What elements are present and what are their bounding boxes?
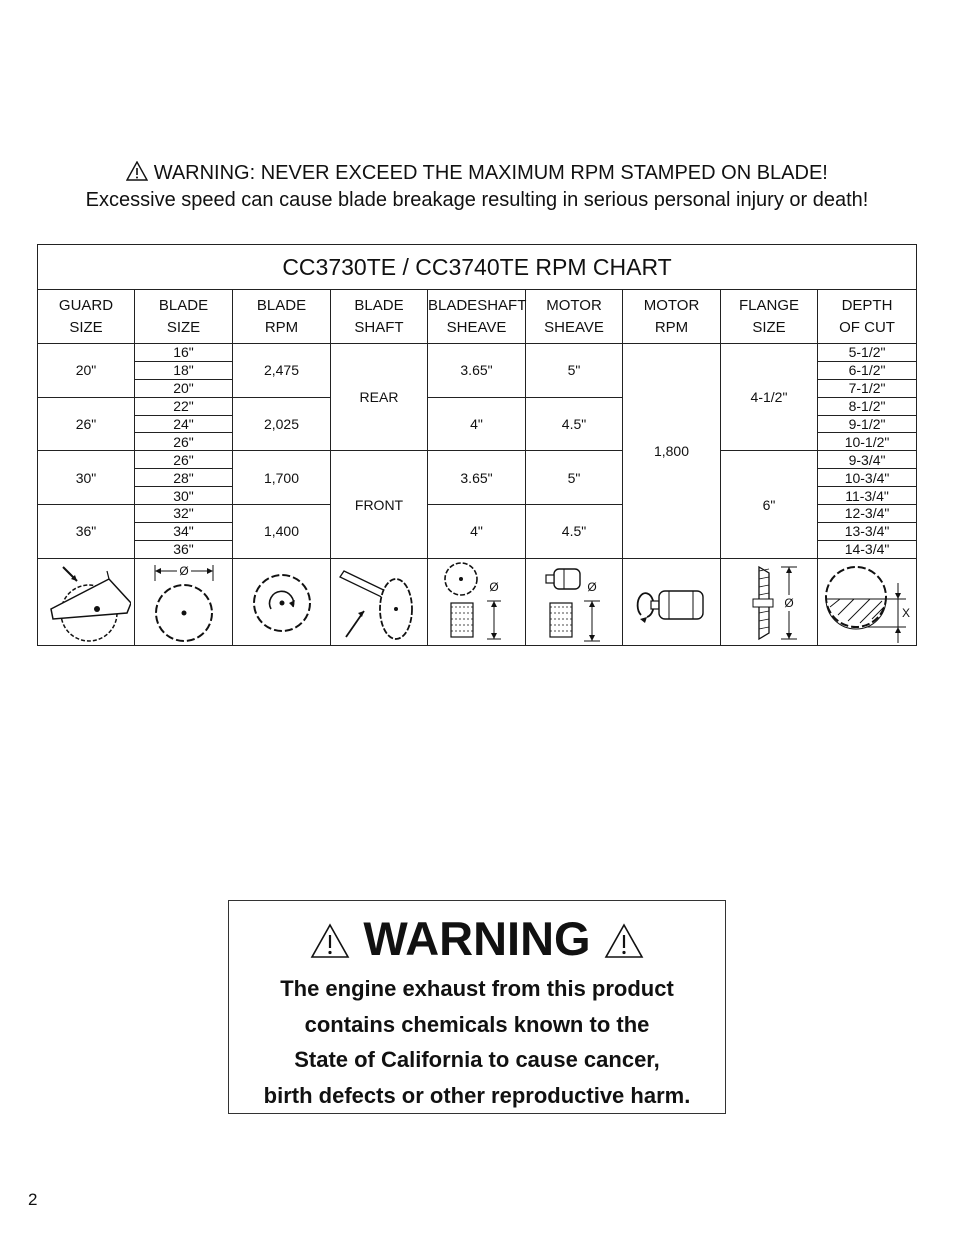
depth-cell: 9-1/2" bbox=[818, 415, 917, 433]
depth-cell: 9-3/4" bbox=[818, 451, 917, 469]
blade-rpm-cell: 2,025 bbox=[233, 397, 331, 451]
blade-size-icon-cell bbox=[135, 558, 233, 645]
top-warning-line2: Excessive speed can cause blade breakage resulting in serious personal injury or death! bbox=[85, 189, 869, 211]
blade-size-cell: 16" bbox=[135, 344, 233, 362]
motor-rotation-icon bbox=[627, 561, 717, 643]
svg-text:X: X bbox=[902, 605, 911, 620]
warning-line: contains chemicals known to the bbox=[304, 1011, 650, 1037]
warning-triangle-icon bbox=[126, 161, 148, 181]
guard-size-cell: 26" bbox=[38, 397, 135, 451]
header-row bbox=[38, 290, 917, 344]
blade-size-cell: 26" bbox=[135, 433, 233, 451]
header-blade-rpm: BLADE RPM bbox=[233, 290, 331, 344]
header-bladeshaft-sheave: BLADESHAFT SHEAVE bbox=[428, 290, 526, 344]
blade-rpm-cell: 1,400 bbox=[233, 505, 331, 559]
header-guard-size: GUARD SIZE bbox=[38, 290, 135, 344]
blade-guard-icon bbox=[41, 561, 131, 643]
blade-size-cell: 34" bbox=[135, 522, 233, 540]
page-number: 2 bbox=[28, 1190, 38, 1209]
blade-rotation-icon bbox=[247, 561, 317, 643]
top-warning-text-1: WARNING: NEVER EXCEED THE MAXIMUM RPM STAMPED ON BLADE! bbox=[153, 162, 828, 184]
warning-body bbox=[229, 971, 725, 1113]
motor-sheave-cell: 4.5" bbox=[526, 505, 623, 559]
blade-rpm-icon-cell bbox=[233, 558, 331, 645]
blade-shaft-icon-cell bbox=[331, 558, 428, 645]
warning-line: The engine exhaust from this product bbox=[280, 976, 674, 1001]
svg-text:Ø: Ø bbox=[587, 579, 597, 594]
depth-cell: 5-1/2" bbox=[818, 344, 917, 362]
warning-title: WARNING bbox=[363, 912, 591, 965]
blade-size-cell: 32" bbox=[135, 505, 233, 523]
header-blade-shaft: BLADE SHAFT bbox=[331, 290, 428, 344]
guard-size-cell: 36" bbox=[38, 505, 135, 559]
header-depth-of-cut: DEPTH OF CUT bbox=[818, 290, 917, 344]
flange-icon-cell bbox=[721, 558, 818, 645]
table-row bbox=[38, 451, 917, 469]
motor-sheave-cell: 4.5" bbox=[526, 397, 623, 451]
blade-size-cell: 18" bbox=[135, 361, 233, 379]
flange-size-cell: 6" bbox=[721, 451, 818, 558]
depth-cell: 14-3/4" bbox=[818, 540, 917, 558]
guard-icon-cell bbox=[38, 558, 135, 645]
chart-title: CC3730TE / CC3740TE RPM CHART bbox=[38, 245, 917, 290]
bladeshaft-sheave-cell: 4" bbox=[428, 505, 526, 559]
motor-sheave-icon bbox=[534, 561, 614, 643]
warning-heading bbox=[229, 913, 725, 965]
blade-size-cell: 28" bbox=[135, 469, 233, 487]
bladeshaft-sheave-cell: 3.65" bbox=[428, 344, 526, 398]
motor-rpm-icon-cell bbox=[623, 558, 721, 645]
bladeshaft-sheave-icon-cell bbox=[428, 558, 526, 645]
blade-size-cell: 26" bbox=[135, 451, 233, 469]
warning-triangle-icon bbox=[604, 923, 644, 959]
header-blade-size: BLADE SIZE bbox=[135, 290, 233, 344]
flange-icon bbox=[729, 561, 809, 643]
blade-size-cell: 20" bbox=[135, 379, 233, 397]
guard-size-cell: 30" bbox=[38, 451, 135, 505]
blade-size-cell: 36" bbox=[135, 540, 233, 558]
depth-icon-cell bbox=[818, 558, 917, 645]
motor-rpm-cell: 1,800 bbox=[623, 344, 721, 559]
rpm-chart bbox=[37, 244, 917, 646]
depth-cell: 8-1/2" bbox=[818, 397, 917, 415]
top-warning-line1 bbox=[0, 160, 954, 187]
depth-cell: 6-1/2" bbox=[818, 361, 917, 379]
blade-size-cell: 22" bbox=[135, 397, 233, 415]
warning-line: birth defects or other reproductive harm. bbox=[263, 1082, 691, 1108]
bladeshaft-sheave-cell: 3.65" bbox=[428, 451, 526, 505]
blade-rpm-cell: 2,475 bbox=[233, 344, 331, 398]
flange-size-cell: 4-1/2" bbox=[721, 344, 818, 451]
motor-sheave-cell: 5" bbox=[526, 344, 623, 398]
depth-cell: 7-1/2" bbox=[818, 379, 917, 397]
svg-text:Ø: Ø bbox=[488, 579, 499, 594]
blade-shaft-cell: REAR bbox=[331, 344, 428, 451]
svg-text:Ø: Ø bbox=[784, 595, 794, 610]
warning-line: State of California to cause cancer, bbox=[294, 1047, 660, 1072]
blade-diameter-icon bbox=[149, 561, 219, 643]
header-motor-rpm: MOTOR RPM bbox=[623, 290, 721, 344]
bladeshaft-sheave-cell: 4" bbox=[428, 397, 526, 451]
warning-triangle-icon bbox=[310, 923, 350, 959]
depth-cell: 13-3/4" bbox=[818, 522, 917, 540]
svg-text:Ø: Ø bbox=[178, 563, 189, 578]
blade-size-cell: 30" bbox=[135, 487, 233, 505]
depth-cell: 10-3/4" bbox=[818, 469, 917, 487]
prop65-warning-box bbox=[228, 900, 726, 1114]
motor-sheave-cell: 5" bbox=[526, 451, 623, 505]
blade-shaft-icon bbox=[334, 561, 424, 643]
blade-size-cell: 24" bbox=[135, 415, 233, 433]
icon-row bbox=[38, 558, 917, 645]
depth-cell: 10-1/2" bbox=[818, 433, 917, 451]
top-warning bbox=[0, 160, 954, 214]
depth-cell: 11-3/4" bbox=[818, 487, 917, 505]
header-flange-size: FLANGE SIZE bbox=[721, 290, 818, 344]
motor-sheave-icon-cell bbox=[526, 558, 623, 645]
depth-of-cut-icon bbox=[822, 561, 912, 643]
blade-rpm-cell: 1,700 bbox=[233, 451, 331, 505]
table-row bbox=[38, 344, 917, 362]
guard-size-cell: 20" bbox=[38, 344, 135, 398]
header-motor-sheave: MOTOR SHEAVE bbox=[526, 290, 623, 344]
depth-cell: 12-3/4" bbox=[818, 505, 917, 523]
bladeshaft-sheave-icon bbox=[437, 561, 517, 643]
blade-shaft-cell: FRONT bbox=[331, 451, 428, 558]
